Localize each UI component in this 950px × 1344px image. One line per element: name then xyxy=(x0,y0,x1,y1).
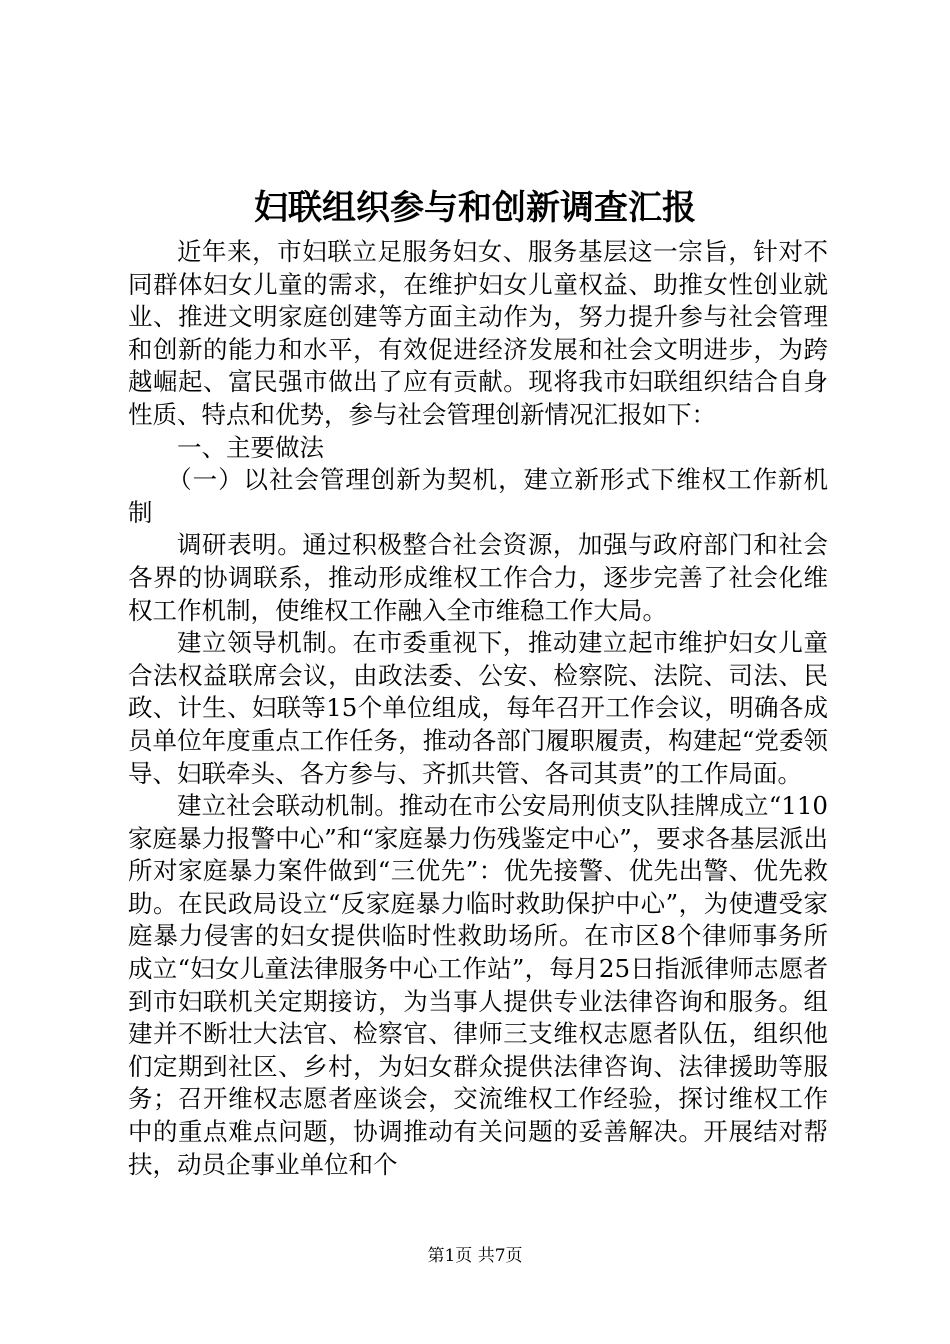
page-number-footer: 第1页 共7页 xyxy=(427,1246,523,1266)
body-paragraph: 建立社会联动机制。推动在市公安局刑侦支队挂牌成立“110家庭暴力报警中心”和“家庭暴力伤残鉴定中心”，要求各基层派出所对家庭暴力案件做到“三优先”：优先接警、优先出警、优先救助。在民政局设立“反家庭暴力临时救助保护中心”，为使遭受家庭暴力侵害的妇女提供临时性救助场所。在市区8个律师事务所成立“妇女儿童法律服务中心工作站”，每月25日指派律师志愿者到市妇联机关定期接访，为当事人提供专业法律咨询和服务。组建并不断壮大法官、检察官、律师三支维权志愿者队伍，组织他们定期到社区、乡村，为妇女群众提供法律咨询、法律援助等服务；召开维权志愿者座谈会，交流维权工作经验，探讨维权工作中的重点难点问题，协调推动有关问题的妥善解决。开展结对帮扶，动员企事业单位和个 xyxy=(128,791,828,1179)
section-heading: 一、主要做法 xyxy=(177,432,324,462)
body-paragraph: 建立领导机制。在市委重视下，推动建立起市维护妇女儿童合法权益联席会议，由政法委、公安、检察院、法院、司法、民政、计生、妇联等15个单位组成，每年召开工作会议，明确各成员单位年度重点工作任务，推动各部门履职履责，构建起“党委领导、妇联牵头、各方参与、齐抓共管、各司其责”的工作局面。 xyxy=(128,628,828,788)
intro-paragraph: 近年来，市妇联立足服务妇女、服务基层这一宗旨，针对不同群体妇女儿童的需求，在维护妇女儿童权益、助推女性创业就业、推进文明家庭创建等方面主动作为，努力提升参与社会管理和创新的能力和水平，有效促进经济发展和社会文明进步，为跨越崛起、富民强市做出了应有贡献。现将我市妇联组织结合自身性质、特点和优势，参与社会管理创新情况汇报如下： xyxy=(128,237,828,429)
document-title: 妇联组织参与和创新调查汇报 xyxy=(254,188,696,228)
subsection-heading: （一）以社会管理创新为契机，建立新形式下维权工作新机制 xyxy=(128,465,828,527)
document-body xyxy=(128,236,828,1181)
body-paragraph: 调研表明。通过积极整合社会资源，加强与政府部门和社会各界的协调联系，推动形成维权工作合力，逐步完善了社会化维权工作机制，使维权工作融入全市维稳工作大局。 xyxy=(128,530,828,625)
